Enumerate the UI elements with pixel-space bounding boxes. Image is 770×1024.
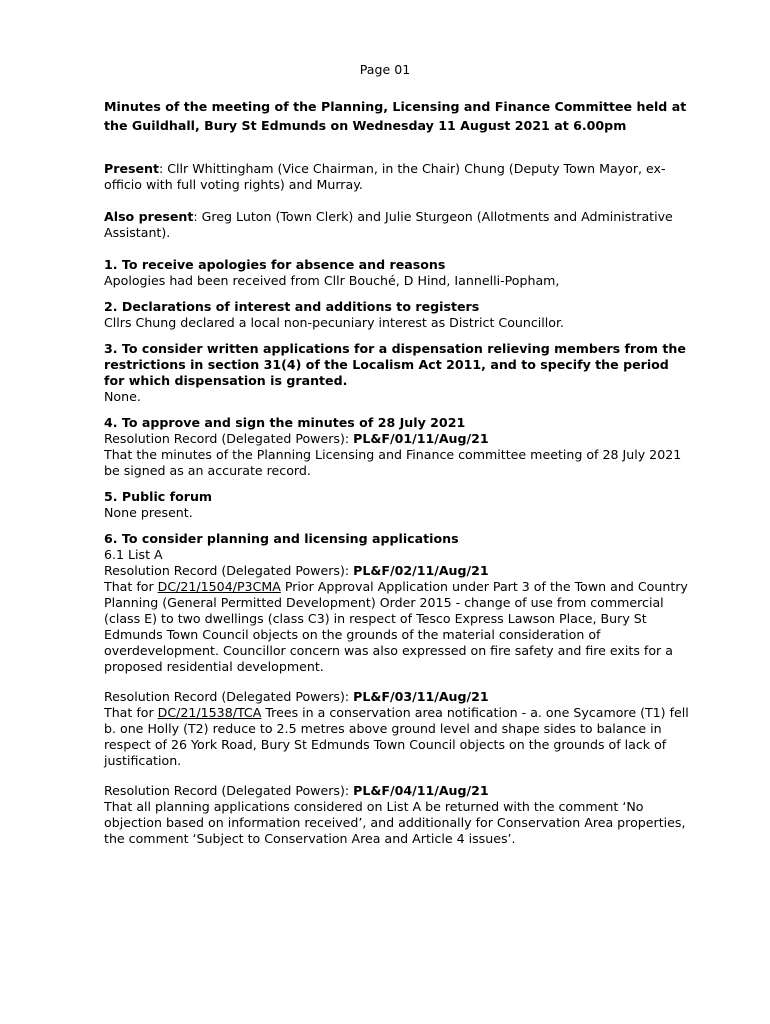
section-1 xyxy=(104,257,690,289)
resolution-text-pre: That for xyxy=(104,705,158,720)
resolution-text-pre: That for xyxy=(104,579,158,594)
resolution-record xyxy=(104,689,690,705)
resolution-record xyxy=(104,563,690,579)
resolution-text: That all planning applications considered on List A be returned with the comment ‘No objection based on information received’, and additionally for Conservation Area properties, the comment ‘Subject to Conservation Area and Article 4 issues’. xyxy=(104,799,686,846)
resolution-text xyxy=(104,579,690,675)
application-link[interactable]: DC/21/1504/P3CMA xyxy=(157,579,281,594)
resolution-code: PL&F/04/11/Aug/21 xyxy=(353,783,489,798)
resolution-code: PL&F/02/11/Aug/21 xyxy=(353,563,489,578)
also-present-text: : Greg Luton (Town Clerk) and Julie Sturgeon (Allotments and Administrative Assistant). xyxy=(104,209,673,240)
section-5 xyxy=(104,489,690,521)
section-body: None present. xyxy=(104,505,193,520)
resolution-label: Resolution Record (Delegated Powers): xyxy=(104,431,354,446)
application-link[interactable]: DC/21/1538/TCA xyxy=(157,705,262,720)
section-heading: 2. Declarations of interest and additions to registers xyxy=(104,299,480,314)
present-text: : Cllr Whittingham (Vice Chairman, in the Chair) Chung (Deputy Town Mayor, ex-officio with full voting rights) and Murray. xyxy=(104,161,666,192)
section-body: That the minutes of the Planning Licensing and Finance committee meeting of 28 July 2021 be signed as an accurate record. xyxy=(104,447,682,478)
resolution-text-post: Trees in a conservation area notification - a. one Sycamore (T1) fell b. one Holly (T2) reduce to 2.5 metres above ground level and shape sides to balance in respect of 26 York Road, Bury St Edmunds Town Council objects on the grounds of lack of justification. xyxy=(104,705,689,768)
present-label: Present xyxy=(104,161,160,176)
section-body: Apologies had been received from Cllr Bouché, D Hind, Iannelli-Popham, xyxy=(104,273,560,288)
resolution-text-post: Prior Approval Application under Part 3 of the Town and Country Planning (General Permitted Development) Order 2015 - change of use from commercial (class E) to two dwellings (class C3) in respect of Tesco Express Lawson Place, Bury St Edmunds Town Council objects on the grounds of the material consideration of overdevelopment. Councillor concern was also expressed on fire safety and fire exits for a proposed residential development. xyxy=(104,579,688,674)
resolution-label: Resolution Record (Delegated Powers): xyxy=(104,563,354,578)
resolution-code: PL&F/01/11/Aug/21 xyxy=(353,431,489,446)
section-heading: 4. To approve and sign the minutes of 28 July 2021 xyxy=(104,415,466,430)
document-title: Minutes of the meeting of the Planning, Licensing and Finance Committee held at the Guildhall, Bury St Edmunds on Wednesday 11 August 2021 at 6.00pm xyxy=(104,99,687,133)
spacer xyxy=(104,769,690,783)
section-heading: 1. To receive apologies for absence and reasons xyxy=(104,257,446,272)
section-heading: 6. To consider planning and licensing applications xyxy=(104,531,459,546)
resolution-code: PL&F/03/11/Aug/21 xyxy=(353,689,489,704)
page-number: Page 01 xyxy=(359,62,411,77)
section-3 xyxy=(104,341,690,405)
spacer xyxy=(104,675,690,689)
also-present-paragraph xyxy=(104,209,690,241)
section-6 xyxy=(104,531,690,847)
section-4 xyxy=(104,415,690,479)
resolution-label: Resolution Record (Delegated Powers): xyxy=(104,689,354,704)
also-present-label: Also present xyxy=(104,209,194,224)
resolution-record xyxy=(104,783,690,799)
section-2 xyxy=(104,299,690,331)
section-body: None. xyxy=(104,389,141,404)
present-paragraph xyxy=(104,161,690,193)
list-label: 6.1 List A xyxy=(104,547,163,562)
minutes-body xyxy=(104,97,690,847)
resolution-text xyxy=(104,705,690,769)
section-body: Cllrs Chung declared a local non-pecuniary interest as District Councillor. xyxy=(104,315,565,330)
resolution-record xyxy=(104,431,690,447)
section-heading: 5. Public forum xyxy=(104,489,213,504)
section-heading: 3. To consider written applications for a dispensation relieving members from the restrictions in section 31(4) of the Localism Act 2011, and to specify the period for which dispensation is granted. xyxy=(104,341,686,388)
resolution-label: Resolution Record (Delegated Powers): xyxy=(104,783,354,798)
